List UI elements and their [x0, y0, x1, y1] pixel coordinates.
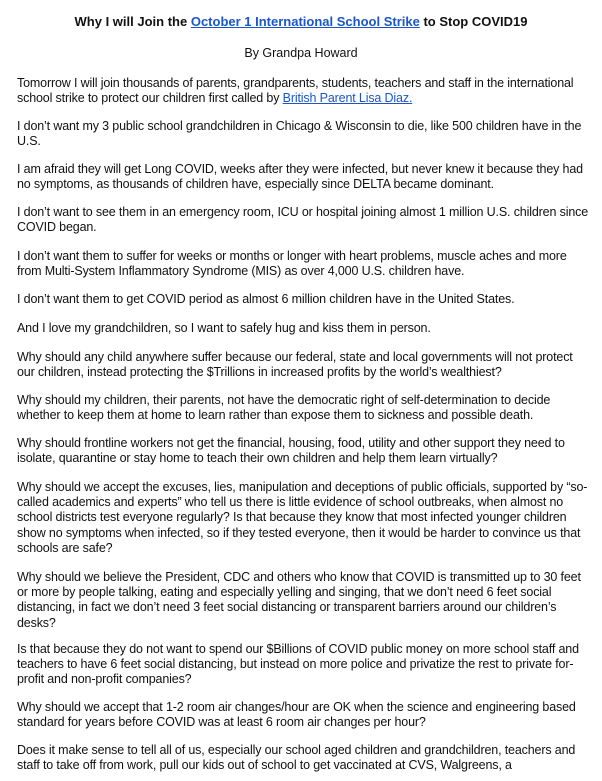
paragraph-self-determination: Why should my children, their parents, not have the democratic right of self-determination to decide whether to keep them at home to learn rather than expose them to sickness and possible death.: [17, 393, 551, 423]
lisa-diaz-link[interactable]: British Parent Lisa Diaz.: [282, 91, 413, 106]
author-byline: By Grandpa Howard: [244, 46, 358, 60]
paragraph-frontline-workers: Why should frontline workers not get the financial, housing, food, utility and other support they need to isolate, quarantine or stay home to teach their own children and help them learn virtually?: [17, 436, 565, 466]
page-title: [0, 13, 602, 30]
paragraph-long-covid: I am afraid they will get Long COVID, weeks after they were infected, but never knew it because they had no symptoms, as thousands of children have, especially since DELTA became dominant.: [17, 162, 583, 192]
paragraph-governments: Why should any child anywhere suffer because our federal, state and local governments will not protect our children, instead protecting the $Trillions in increased profits by the world’s wealthiest?: [17, 350, 573, 380]
paragraph-air-changes: Why should we accept that 1-2 room air changes/hour are OK when the science and engineering based standard for years before COVID was at least 6 room air changes per hour?: [17, 700, 576, 730]
paragraph-vaccinated: Does it make sense to tell all of us, especially our school aged children and grandchildren, teachers and staff to take off from work, pull our kids out of school to get vaccinated at CVS, Walgreens, a: [17, 743, 576, 773]
paragraph-excuses: Why should we accept the excuses, lies, manipulation and deceptions of public officials, supported by “so-called academics and experts” who tell us there is little evidence of school outbreaks, when almost no school districts test everyone regularly? Is that because they know that most infected younger children show no symptoms when infected, so if they tested everyone, then it would be harder to convince us that schools are safe?: [17, 480, 588, 555]
paragraph-love: And I love my grandchildren, so I want to safely hug and kiss them in person.: [17, 321, 431, 335]
paragraph-billions: Is that because they do not want to spend our $Billions of COVID public money on more school staff and teachers to have 6 feet social distancing, but instead on more police and privatize the rest to private for-profit and non-profit companies?: [17, 642, 579, 687]
paragraph-covid-period: I don’t want them to get COVID period as almost 6 million children have in the United States.: [17, 292, 515, 306]
title-prefix: Why I will Join the: [74, 14, 191, 29]
paragraph-emergency-room: I don’t want to see them in an emergency room, ICU or hospital joining almost 1 million U.S. children since COVID began.: [17, 205, 589, 235]
paragraph-mis: I don’t want them to suffer for weeks or months or longer with heart problems, muscle aches and more from Multi-System Inflammatory Syndrome (MIS) as over 4,000 U.S. children have.: [17, 249, 567, 279]
title-suffix: to Stop COVID19: [419, 14, 528, 29]
school-strike-link[interactable]: October 1 International School Strike: [190, 14, 420, 29]
paragraph-grandchildren: I don’t want my 3 public school grandchildren in Chicago & Wisconsin to die, like 500 children have in the U.S.: [17, 119, 582, 149]
intro-paragraph: [17, 76, 589, 106]
intro-text: Tomorrow I will join thousands of parents, grandparents, students, teachers and staff in the international school strike to protect our children first called by: [17, 76, 574, 106]
paragraph-cdc: Why should we believe the President, CDC and others who know that COVID is transmitted up to 30 feet or more by people talking, eating and especially yelling and singing, that we don’t need 6 feet social distancing, in fact we don’t need 3 feet social distancing or transparent barriers around our children’s desks?: [17, 570, 581, 630]
